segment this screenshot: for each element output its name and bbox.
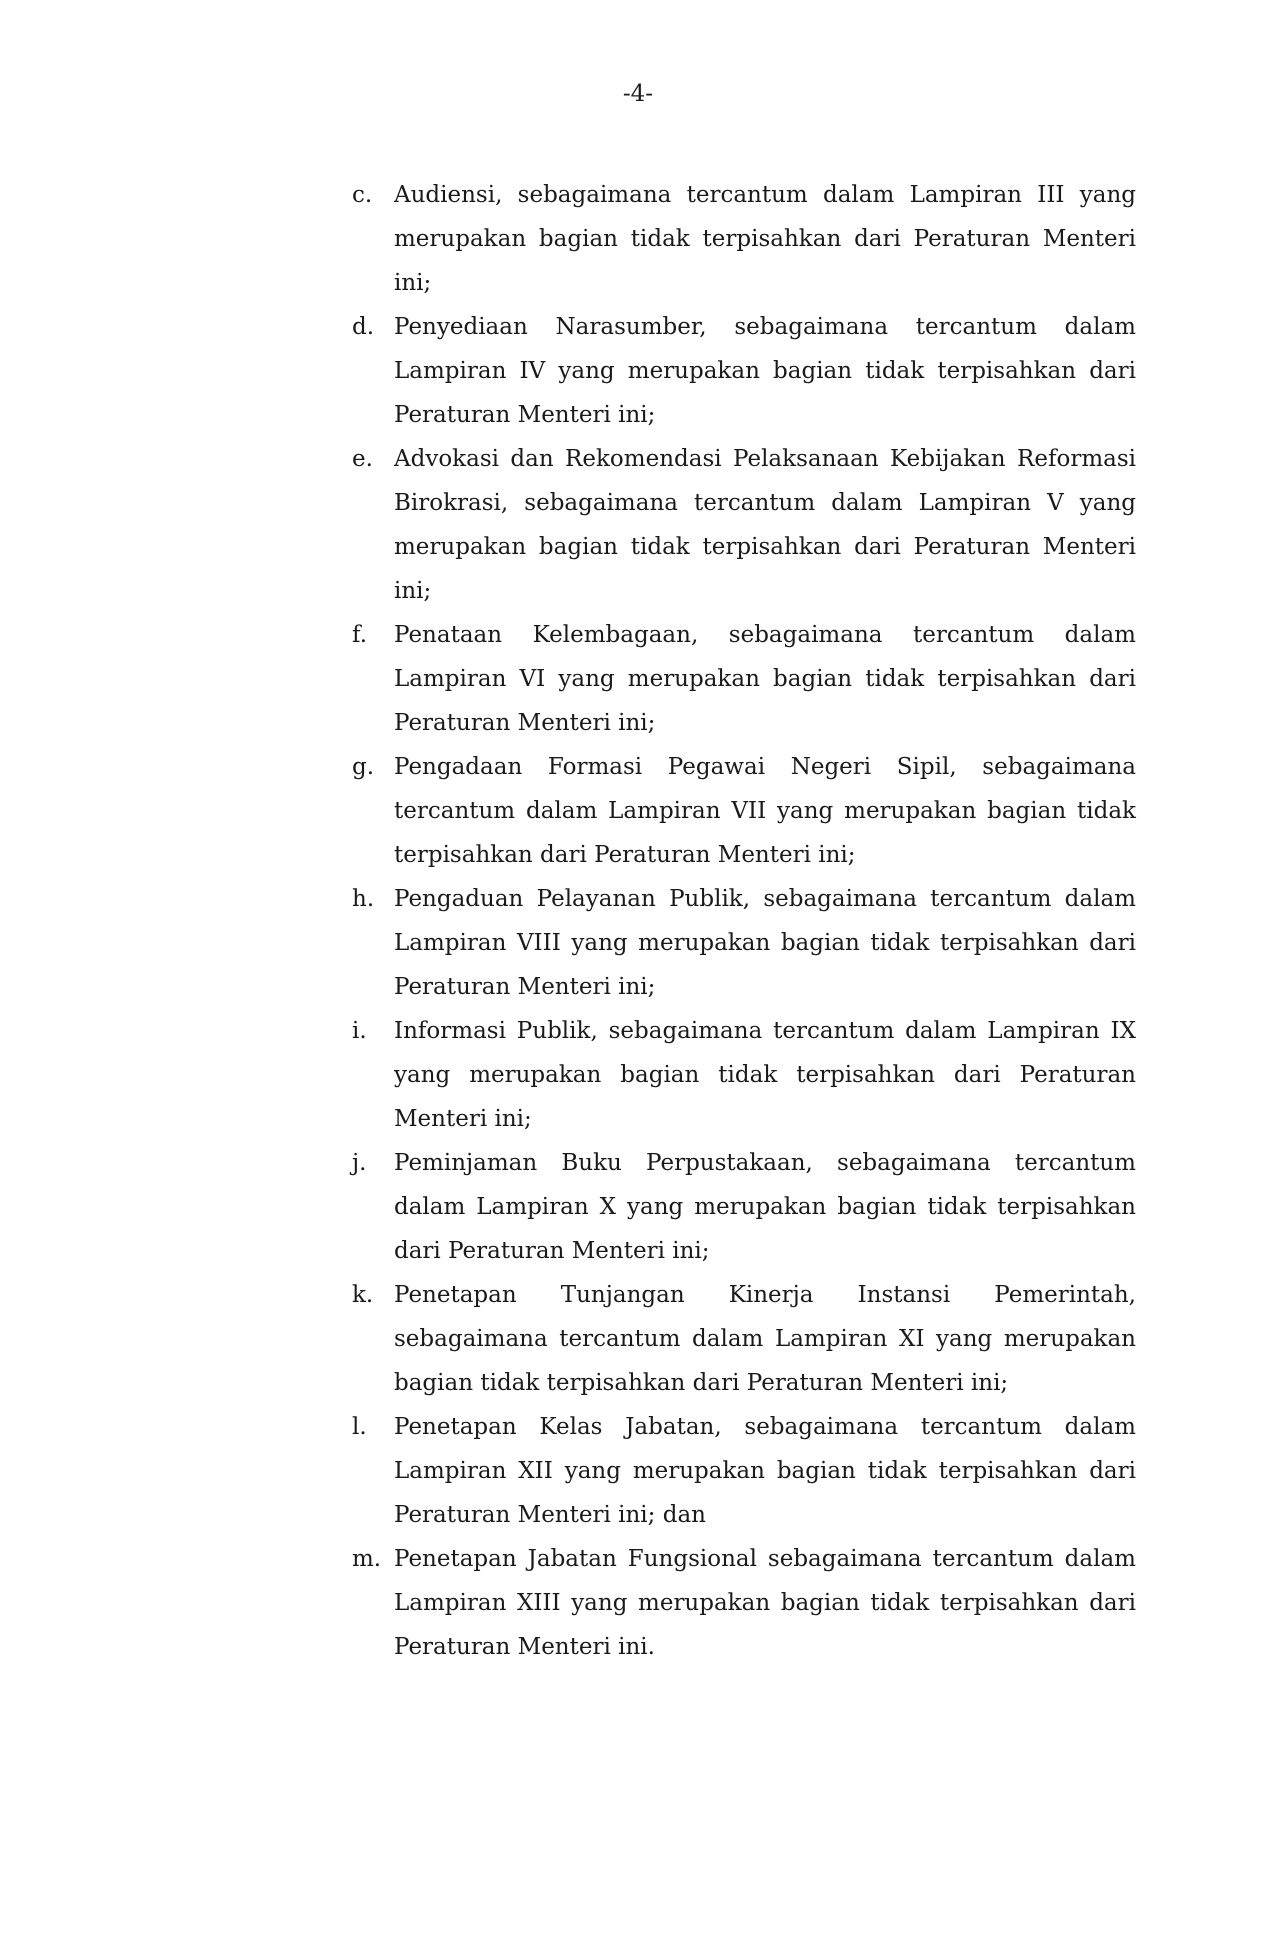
list-item-marker: k. xyxy=(352,1282,374,1308)
list-item xyxy=(352,1141,1136,1273)
page-number: -4- xyxy=(622,81,654,107)
list-item-text: Penataan Kelembagaan, sebagaimana tercantum dalam Lampiran VI yang merupakan bagian tidak terpisahkan dari Peraturan Menteri ini; xyxy=(394,622,1136,736)
list-item-marker: m. xyxy=(352,1546,382,1572)
list-item xyxy=(352,877,1136,1009)
list-item-text: Pengaduan Pelayanan Publik, sebagaimana tercantum dalam Lampiran VIII yang merupakan bagian tidak terpisahkan dari Peraturan Menteri ini; xyxy=(394,886,1136,1000)
list-item-text: Advokasi dan Rekomendasi Pelaksanaan Kebijakan Reformasi Birokrasi, sebagaimana tercantum dalam Lampiran V yang merupakan bagian tidak terpisahkan dari Peraturan Menteri ini; xyxy=(394,446,1136,604)
list-item-text: Penetapan Tunjangan Kinerja Instansi Pemerintah, sebagaimana tercantum dalam Lampiran XI yang merupakan bagian tidak terpisahkan dari Peraturan Menteri ini; xyxy=(394,1282,1136,1396)
list-item-text: Penetapan Kelas Jabatan, sebagaimana tercantum dalam Lampiran XII yang merupakan bagian tidak terpisahkan dari Peraturan Menteri ini; dan xyxy=(394,1414,1136,1528)
list-item-text: Peminjaman Buku Perpustakaan, sebagaimana tercantum dalam Lampiran X yang merupakan bagian tidak terpisahkan dari Peraturan Menteri ini; xyxy=(394,1150,1136,1264)
list-item xyxy=(352,1009,1136,1141)
list-item-marker: h. xyxy=(352,886,375,912)
appendix-list xyxy=(352,173,1136,1669)
list-item xyxy=(352,437,1136,613)
list-item-marker: l. xyxy=(352,1414,367,1440)
list-item-marker: f. xyxy=(352,622,368,648)
list-item xyxy=(352,1405,1136,1537)
list-item xyxy=(352,173,1136,305)
list-item-text: Informasi Publik, sebagaimana tercantum dalam Lampiran IX yang merupakan bagian tidak terpisahkan dari Peraturan Menteri ini; xyxy=(394,1018,1136,1132)
list-item-text: Penetapan Jabatan Fungsional sebagaimana tercantum dalam Lampiran XIII yang merupakan bagian tidak terpisahkan dari Peraturan Menteri ini. xyxy=(394,1546,1136,1660)
list-item xyxy=(352,305,1136,437)
list-item-marker: d. xyxy=(352,314,375,340)
list-item-text: Pengadaan Formasi Pegawai Negeri Sipil, sebagaimana tercantum dalam Lampiran VII yang merupakan bagian tidak terpisahkan dari Peraturan Menteri ini; xyxy=(394,754,1136,868)
list-item-marker: i. xyxy=(352,1018,367,1044)
list-item-text: Audiensi, sebagaimana tercantum dalam Lampiran III yang merupakan bagian tidak terpisahkan dari Peraturan Menteri ini; xyxy=(394,182,1136,296)
list-item-marker: j. xyxy=(352,1150,367,1176)
list-item xyxy=(352,1537,1136,1669)
list-item xyxy=(352,613,1136,745)
list-item-marker: g. xyxy=(352,754,375,780)
list-item xyxy=(352,1273,1136,1405)
list-item-text: Penyediaan Narasumber, sebagaimana tercantum dalam Lampiran IV yang merupakan bagian tidak terpisahkan dari Peraturan Menteri ini; xyxy=(394,314,1136,428)
list-item xyxy=(352,745,1136,877)
list-item-marker: e. xyxy=(352,446,373,472)
list-item-marker: c. xyxy=(352,182,373,208)
